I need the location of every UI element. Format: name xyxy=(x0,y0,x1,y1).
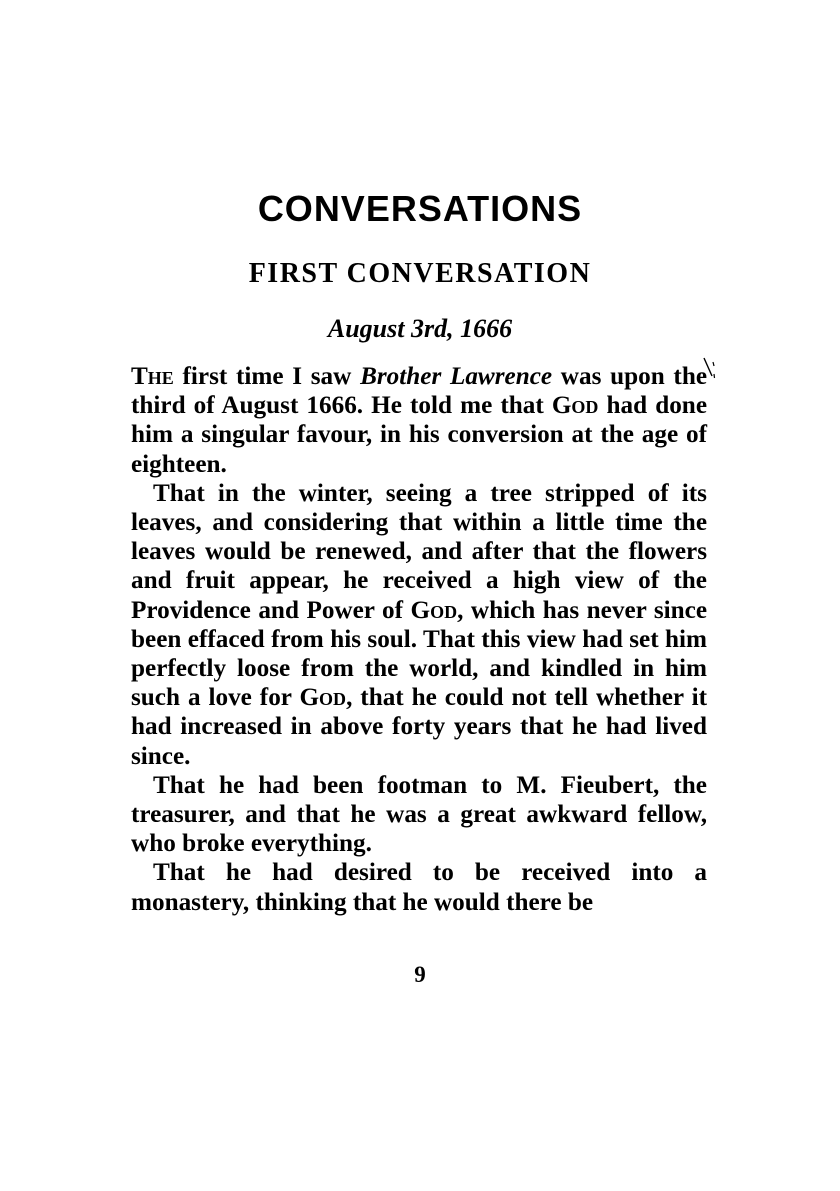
italic-name: Brother Lawrence xyxy=(360,363,553,390)
text-run: had done him a singular favour, in his conversion at the age of eighteen. xyxy=(131,392,707,478)
body-text xyxy=(131,362,707,917)
paragraph-4: That he had desired to be received into a monastery, thinking that he would there be xyxy=(131,859,707,916)
text-run: , that he could not tell whether it had increased in above forty years that he had lived since. xyxy=(131,684,707,770)
conversation-date: August 3rd, 1666 xyxy=(327,314,513,343)
text-run: was upon the third of August 1666. He told me that xyxy=(131,363,708,420)
opening-word: The xyxy=(131,363,174,390)
section-title: CONVERSATIONS xyxy=(257,188,583,229)
paragraph-1 xyxy=(131,362,707,479)
divine-name: God xyxy=(410,596,458,624)
divine-name: God xyxy=(551,392,599,420)
text-run: That in the winter, seeing a tree stripped of its leaves, and considering that within a little time the leaves would be renewed, and after that the flowers and fruit appear, he received a high view of the Providence and Power of xyxy=(131,479,707,624)
divine-name: God xyxy=(299,684,347,712)
paragraph-2 xyxy=(131,479,707,771)
conversation-title: FIRST CONVERSATION xyxy=(248,258,592,289)
text-run: , which has never since been effaced from his soul. That this view had set him perfectly loose from the world, and kindled in him such a love for xyxy=(131,596,708,712)
page-number: 9 xyxy=(414,962,426,987)
paragraph-3: That he had been footman to M. Fieubert, the treasurer, and that he was a great awkward fellow, who broke everything. xyxy=(131,771,707,858)
text-run: first time I saw xyxy=(173,363,361,390)
